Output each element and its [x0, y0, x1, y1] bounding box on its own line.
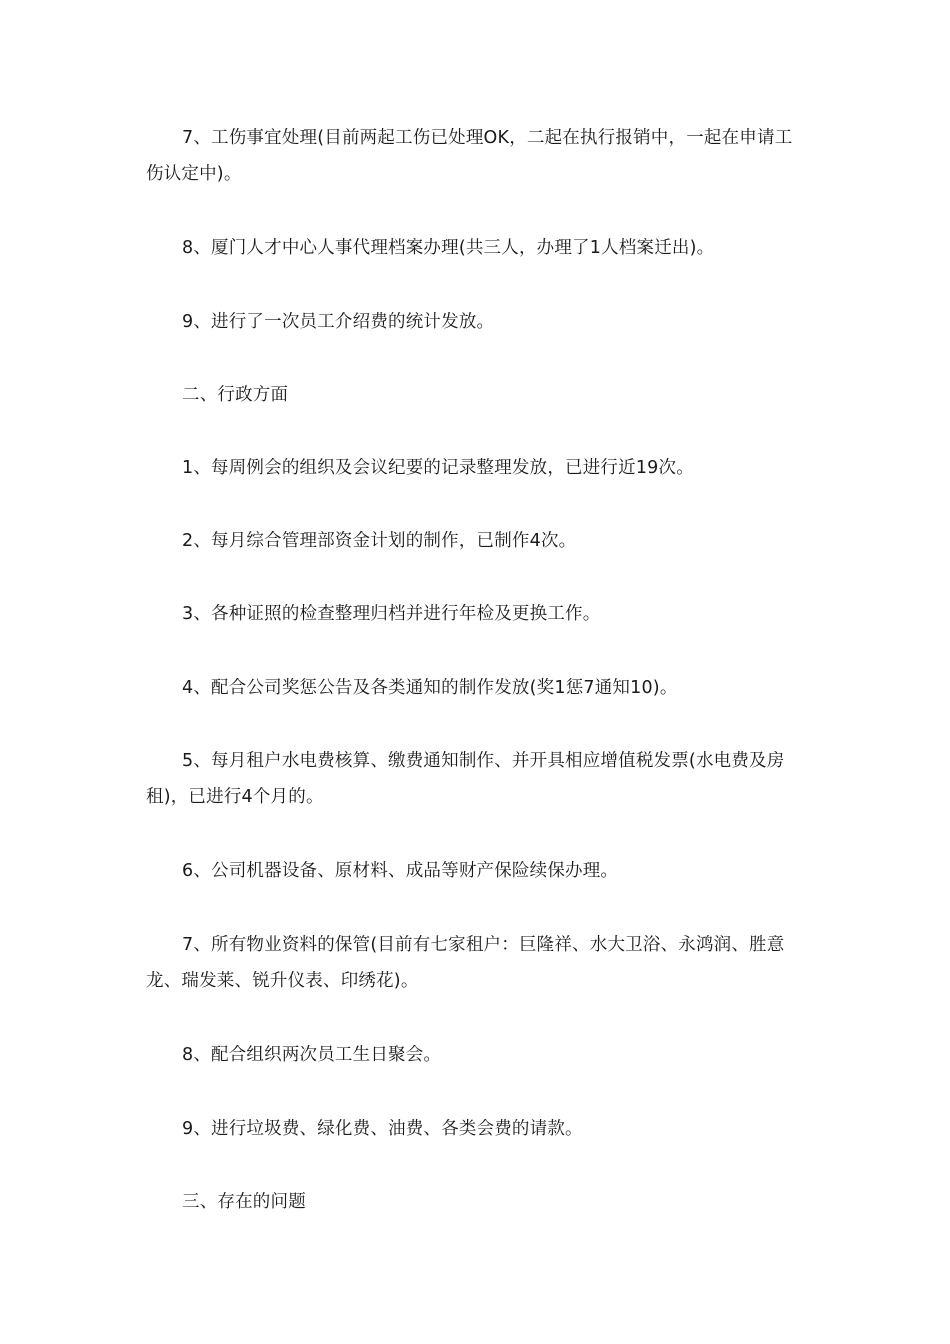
paragraph-admin-item-7: 7、所有物业资料的保管(目前有七家租户：巨隆祥、水大卫浴、永鸿润、胜意龙、瑞发莱、锐升仪表、印绣花)。: [146, 935, 785, 991]
paragraph-admin-item-4: 4、配合公司奖惩公告及各类通知的制作发放(奖1惩7通知10)。: [182, 678, 678, 698]
paragraph-hr-item-7: 7、工伤事宜处理(目前两起工伤已处理OK，二起在执行报销中，一起在申请工伤认定中)。: [146, 128, 793, 184]
paragraph-admin-item-5: 5、每月租户水电费核算、缴费通知制作、并开具相应增值税发票(水电费及房租)，已进行4个月的。: [146, 751, 785, 807]
paragraph-admin-item-9: 9、进行垃圾费、绿化费、油费、各类会费的请款。: [182, 1119, 583, 1139]
paragraph-hr-item-8: 8、厦门人才中心人事代理档案办理(共三人，办理了1人档案迁出)。: [182, 238, 715, 258]
paragraph-admin-item-1: 1、每周例会的组织及会议纪要的记录整理发放，已进行近19次。: [182, 458, 694, 478]
paragraph-admin-item-2: 2、每月综合管理部资金计划的制作，已制作4次。: [182, 531, 577, 551]
paragraph-hr-item-9: 9、进行了一次员工介绍费的统计发放。: [182, 312, 495, 332]
section-heading-issues: 三、存在的问题: [182, 1192, 306, 1212]
paragraph-admin-item-6: 6、公司机器设备、原材料、成品等财产保险续保办理。: [182, 861, 619, 881]
section-heading-admin: 二、行政方面: [182, 385, 289, 405]
paragraph-admin-item-3: 3、各种证照的检查整理归档并进行年检及更换工作。: [182, 604, 601, 624]
paragraph-admin-item-8: 8、配合组织两次员工生日聚会。: [182, 1045, 442, 1065]
